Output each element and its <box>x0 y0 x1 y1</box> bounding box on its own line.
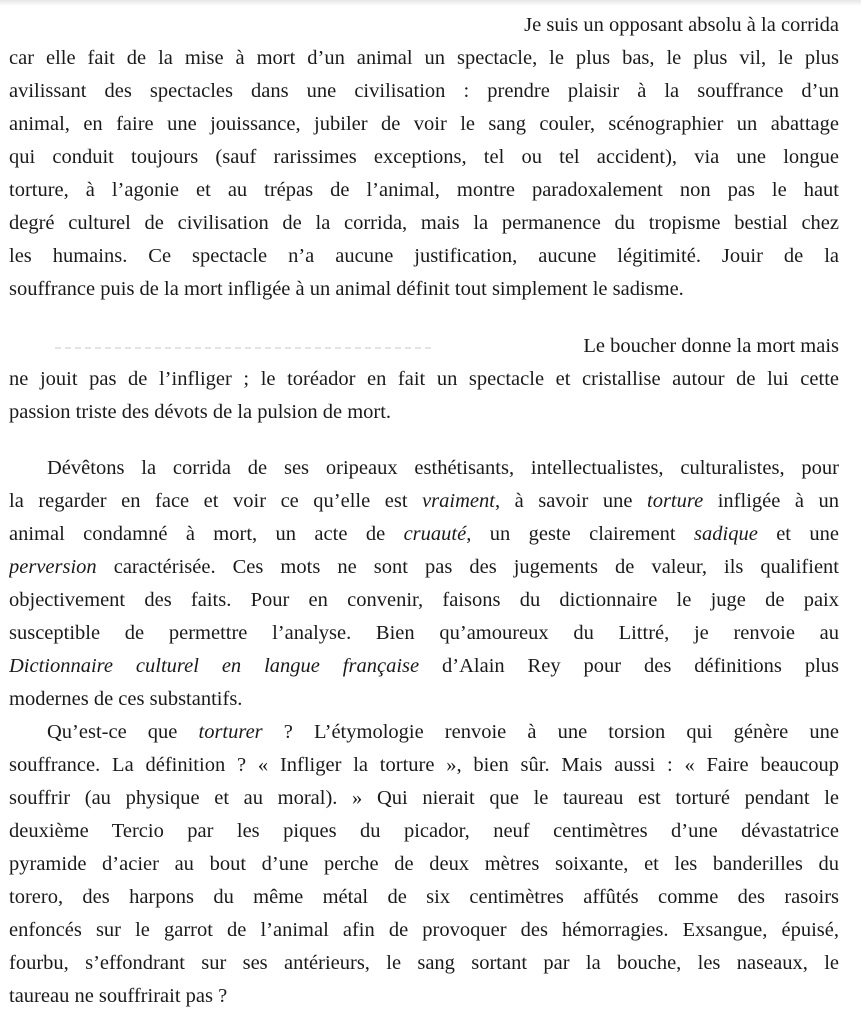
text-run: infligée à un <box>703 490 839 512</box>
italic-term-cruaute: cruauté <box>403 523 467 545</box>
text-line <box>9 717 839 747</box>
text-line: ne jouit pas de l’infliger ; le toréador en fait un spectacle et cristallise autour de lui cette <box>9 368 839 390</box>
text-line: susceptible de permettre l’analyse. Bien qu’amoureux du Littré, je renvoie au <box>9 622 839 644</box>
scan-top-edge <box>0 0 861 6</box>
text-line: Le boucher donne la mort mais <box>583 335 839 357</box>
text-line: fourbu, s’effondrant sur ses antérieurs, le sang sortant par la bouche, les naseaux, le <box>9 952 839 974</box>
text-run: , à savoir une <box>494 490 647 512</box>
text-line: pyramide d’acier au bout d’une perche de deux mètres soixante, et les banderilles du <box>9 853 839 875</box>
text-line: taureau ne souffrirait pas ? <box>9 985 228 1007</box>
text-line: torture, à l’agonie et au trépas de l’animal, montre paradoxalement non pas le haut <box>9 179 839 201</box>
text-line: animal, en faire une jouissance, jubiler de voir le sang couler, scénographier un abattage <box>9 113 839 135</box>
text-line: degré culturel de civilisation de la corrida, mais la permanence du tropisme bestial chez <box>9 212 839 234</box>
text-line: qui conduit toujours (sauf rarissimes exceptions, tel ou tel accident), via une longue <box>9 146 839 168</box>
text-line: souffrir (au physique et au moral). » Qui nierait que le taureau est torturé pendant le <box>9 787 839 809</box>
italic-term-sadique: sadique <box>694 523 758 545</box>
text-line: Je suis un opposant absolu à la corrida <box>524 14 839 36</box>
italic-term-torture: torture <box>647 490 704 512</box>
text-line: souffrance. La définition ? « Infliger la torture », bien sûr. Mais aussi : « Faire beaucoup <box>9 754 839 776</box>
text-line <box>9 651 839 681</box>
text-line: les humains. Ce spectacle n’a aucune justification, aucune légitimité. Jouir de la <box>9 245 839 267</box>
text-line: avilissant des spectacles dans une civilisation : prendre plaisir à la souffrance d’un <box>9 80 839 102</box>
text-line: objectivement des faits. Pour en convenir, faisons du dictionnaire le juge de paix <box>9 589 839 611</box>
text-line: torero, des harpons du même métal de six centimètres affûtés comme des rasoirs <box>9 886 839 908</box>
text-line: souffrance puis de la mort infligée à un animal définit tout simplement le sadisme. <box>9 278 684 300</box>
text-run: caractérisée. Ces mots ne sont pas des jugements de valeur, ils qualifient <box>96 556 839 578</box>
text-line: car elle fait de la mise à mort d’un animal un spectacle, le plus bas, le plus vil, le plus <box>9 47 839 69</box>
text-line: Dévêtons la corrida de ses oripeaux esthétisants, intellectualistes, culturalistes, pour <box>47 457 839 479</box>
text-run: d’Alain Rey pour des définitions plus <box>419 655 839 677</box>
text-run: Qu’est-ce que <box>47 721 199 743</box>
text-line <box>9 552 839 582</box>
text-line <box>9 519 839 549</box>
text-line: passion triste des dévots de la pulsion de mort. <box>9 401 392 423</box>
text-run: ? L’étymologie renvoie à une torsion qui génère une <box>262 721 839 743</box>
italic-term-vraiment: vraiment <box>422 490 495 512</box>
text-line: deuxième Tercio par les piques du picador, neuf centimètres d’une dévastatrice <box>9 820 839 842</box>
italic-term-torturer: torturer <box>198 721 263 743</box>
text-run: la regarder en face et voir ce qu’elle est <box>9 490 423 512</box>
text-run: , un geste clairement <box>466 523 695 545</box>
italic-term-perversion: perversion <box>9 556 97 578</box>
text-run: et une <box>757 523 839 545</box>
text-line <box>9 486 839 516</box>
text-line: modernes de ces substantifs. <box>9 688 243 710</box>
text-run: animal condamné à mort, un acte de <box>9 523 404 545</box>
text-line: enfoncés sur le garrot de l’animal afin de provoquer des hémorragies. Exsangue, épuisé, <box>9 919 839 941</box>
italic-book-title: Dictionnaire culturel en langue française <box>9 655 420 677</box>
